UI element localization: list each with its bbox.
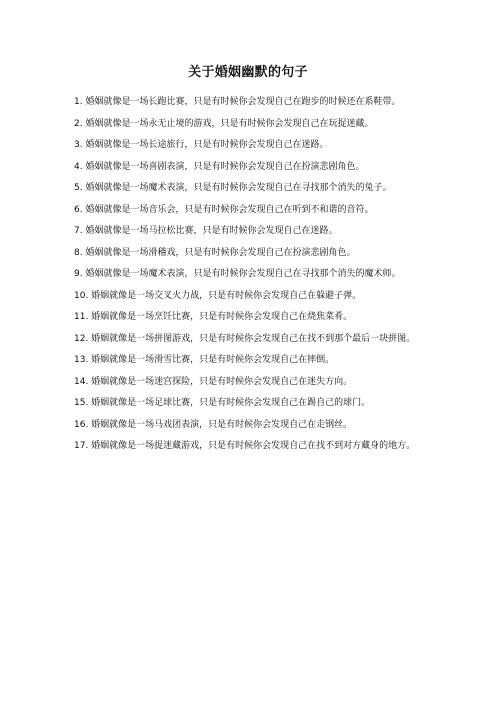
list-item: 5. 婚姻就像是一场魔术表演，只是有时候你会发现自己在寻找那个消失的兔子。 xyxy=(74,183,392,193)
list-item: 3. 婚姻就像是一场长途旅行，只是有时候你会发现自己在迷路。 xyxy=(74,140,329,150)
list-item: 13. 婚姻就像是一场滑雪比赛，只是有时候你会发现自己在摔倒。 xyxy=(74,355,335,365)
list-item: 17. 婚姻就像是一场捉迷藏游戏，只是有时候你会发现自己在找不到对方藏身的地方。 xyxy=(74,441,416,451)
list-item: 4. 婚姻就像是一场喜剧表演，只是有时候你会发现自己在扮演悲剧角色。 xyxy=(74,161,365,172)
list-item: 2. 婚姻就像是一场永无止境的游戏，只是有时候你会发现自己在玩捉迷藏。 xyxy=(74,118,374,129)
document-title: 关于婚姻幽默的句子 xyxy=(188,65,308,80)
list-item: 12. 婚姻就像是一场拼图游戏，只是有时候你会发现自己在找不到那个最后一块拼图。 xyxy=(74,333,416,344)
list-item: 10. 婚姻就像是一场交叉火力战，只是有时候你会发现自己在躲避子弹。 xyxy=(74,290,362,301)
list-item: 1. 婚姻就像是一场长跑比赛，只是有时候你会发现自己在跑步的时候还在系鞋带。 xyxy=(74,97,401,107)
sentence-list xyxy=(74,92,426,458)
list-item: 9. 婚姻就像是一场魔术表演，只是有时候你会发现自己在寻找那个消失的魔术师。 xyxy=(74,269,401,279)
list-item: 11. 婚姻就像是一场烹饪比赛，只是有时候你会发现自己在烧焦菜肴。 xyxy=(74,312,353,322)
list-item: 14. 婚姻就像是一场迷宫探险，只是有时候你会发现自己在迷失方向。 xyxy=(74,376,353,387)
list-item: 8. 婚姻就像是一场滑稽戏，只是有时候你会发现自己在扮演悲剧角色。 xyxy=(74,247,356,258)
list-item: 15. 婚姻就像是一场足球比赛，只是有时候你会发现自己在踢自己的球门。 xyxy=(74,398,371,408)
list-item: 6. 婚姻就像是一场音乐会，只是有时候你会发现自己在听到不和谐的音符。 xyxy=(74,204,374,215)
list-item: 16. 婚姻就像是一场马戏团表演，只是有时候你会发现自己在走钢丝。 xyxy=(74,419,353,430)
list-item: 7. 婚姻就像是一场马拉松比赛，只是有时候你会发现自己在迷路。 xyxy=(74,226,338,236)
